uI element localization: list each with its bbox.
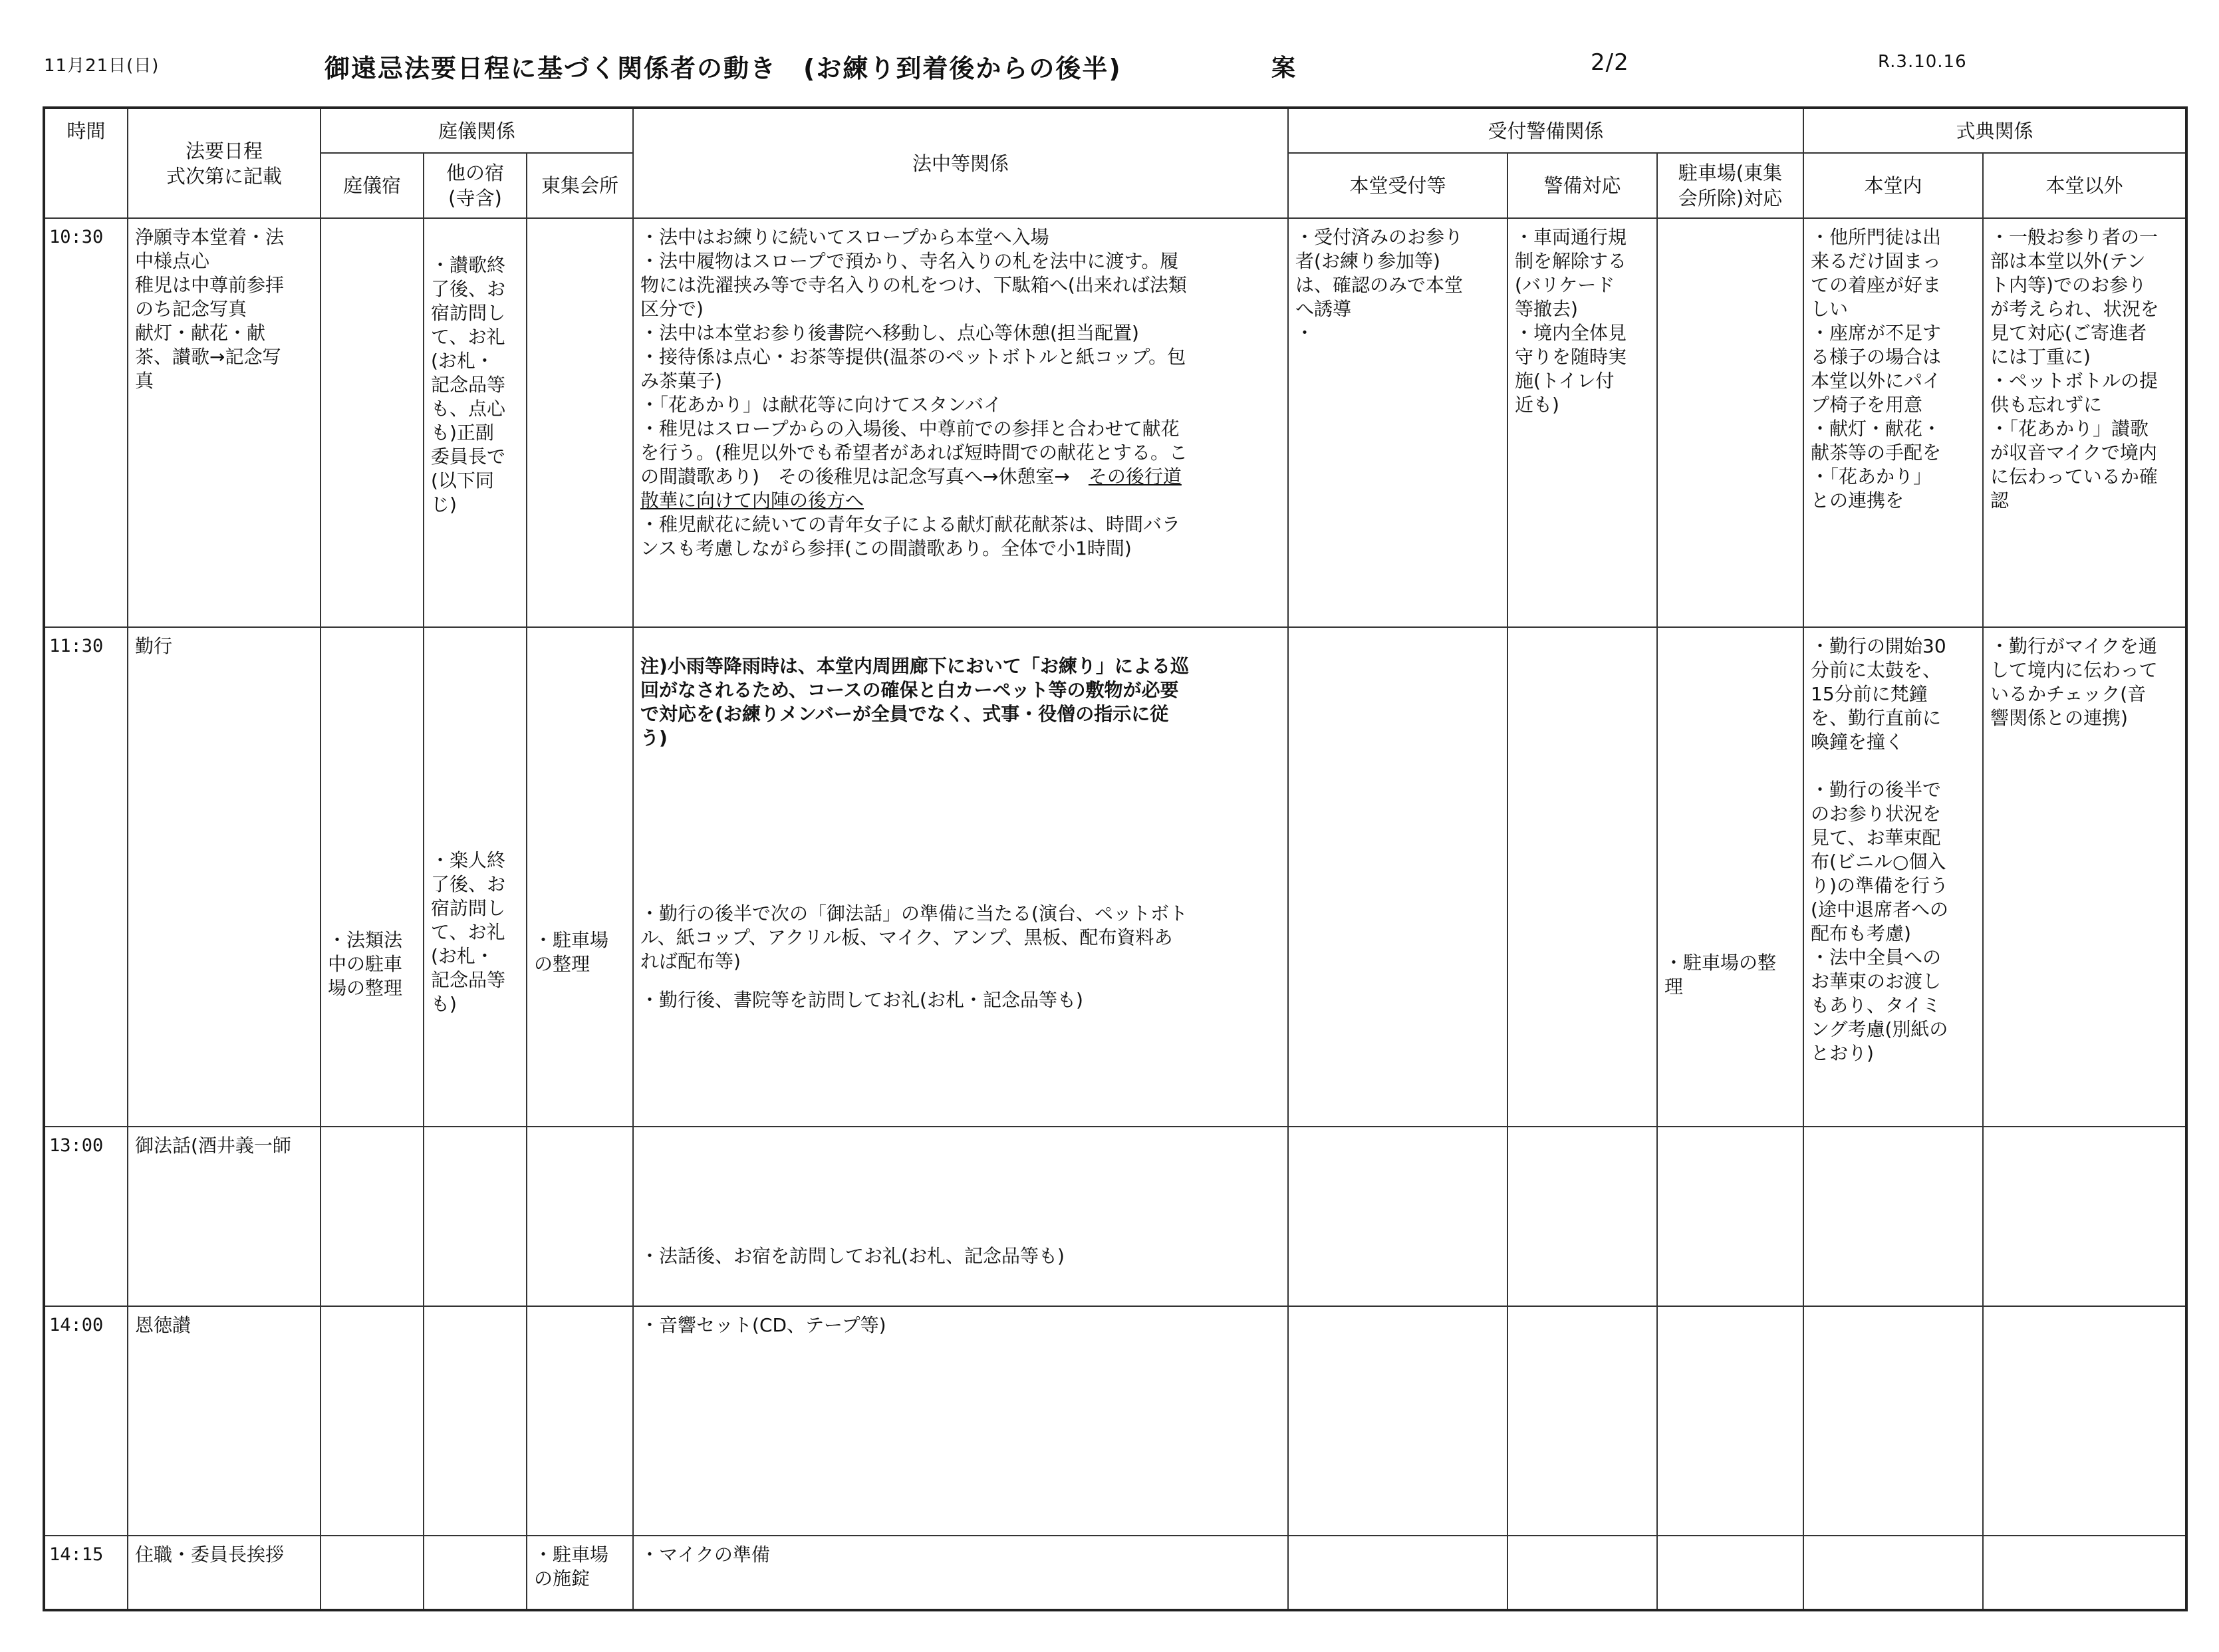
east-hall-line: ・駐車場 (534, 929, 609, 952)
east-hall-line: ・駐車場 (534, 1543, 609, 1566)
hondo-outside-line: いるかチェック(音 (1990, 683, 2147, 706)
schedule-line: 真 (135, 370, 154, 392)
col-header-other-yado-line2: (寺含) (448, 187, 502, 210)
schedule-line: のち記念写真 (135, 298, 247, 321)
hondo-outside-line: ・ペットボトルの提 (1990, 370, 2158, 392)
security-line: ・車両通行規 (1515, 226, 1627, 249)
hondo-inside-line: もあり、タイミ (1811, 994, 1941, 1017)
hondo-inside-line: ・勤行の開始30 (1811, 635, 1946, 658)
col-header-other-yado (424, 153, 527, 218)
hocchu-line: ・稚児献花に続いての青年女子による献灯献花献茶は、時間バラ (640, 513, 1181, 536)
hocchu-text: の間讃歌あり) その後稚児は記念写真へ→休憩室→ (640, 466, 1089, 488)
group-header-teigi: 庭儀関係 (321, 108, 633, 153)
hondo-inside-line: ての着座が好ま (1811, 274, 1942, 297)
schedule-cell: 御法話(酒井義一師 (128, 1127, 321, 1306)
rain-note-line: 注)小雨等降雨時は、本堂内周囲廊下において「お練り」による巡 (640, 655, 1189, 678)
hondo-reception-cell (1288, 1127, 1507, 1306)
security-line: 制を解除する (1515, 250, 1627, 273)
hocchu-line: ・稚児はスロープからの入場後、中尊前での参拝と合わせて献花 (640, 418, 1180, 440)
hocchu-line: ル、紙コップ、アクリル板、マイク、アンプ、黒板、配布資料あ (640, 926, 1173, 949)
hondo-inside-line: 布(ビニル○個入 (1811, 851, 1946, 873)
parking-cell (1657, 218, 1803, 627)
reception-line: ・受付済みのお参り (1295, 226, 1464, 249)
security-line: 近も) (1515, 394, 1559, 416)
hocchu-line: ・法中はお練りに続いてスロープから本堂へ入場 (640, 226, 1049, 249)
rain-note-line: で対応を(お練りメンバーが全員でなく、式事・役僧の指示に従 (640, 703, 1169, 726)
page-number: 2/2 (1591, 49, 1629, 76)
hondo-inside-line: ・他所門徒は出 (1811, 226, 1942, 249)
schedule-line: 茶、讃歌→記念写 (135, 346, 281, 368)
parking-cell (1657, 627, 1803, 1126)
hocchu-cell (633, 1127, 1288, 1306)
other-yado-line: (お札・ (431, 350, 494, 372)
schedule-cell: 恩徳讃 (128, 1306, 321, 1536)
hondo-outside-line: ・一般お参り者の一 (1990, 226, 2158, 249)
time-cell: 10:30 (44, 218, 128, 627)
other-yado-line: ・讃歌終 (431, 254, 506, 277)
hondo-outside-cell (1983, 1536, 2186, 1610)
hocchu-line: ・勤行の後半で次の「御法話」の準備に当たる(演台、ペットボト (640, 902, 1188, 925)
hondo-outside-line: が収音マイクで境内 (1990, 442, 2157, 464)
hondo-outside-line: ・「花あかり」讃歌 (1990, 418, 2149, 440)
hocchu-underlined-text: その後行道 (1088, 466, 1182, 488)
parking-cell (1657, 1127, 1803, 1306)
hondo-outside-line: 部は本堂以外(テン (1990, 250, 2146, 273)
hondo-inside-line: 15分前に梵鐘 (1811, 683, 1928, 706)
hocchu-line: れば配布等) (640, 950, 741, 973)
reception-line: ・ (1295, 322, 1315, 344)
hondo-inside-line: お華束のお渡し (1811, 970, 1942, 993)
hondo-outside-line: が考えられ、状況を (1990, 298, 2159, 321)
teigi-yado-cell (321, 218, 424, 627)
hondo-outside-cell (1983, 1127, 2186, 1306)
schedule-cell: 住職・委員長挨拶 (128, 1536, 321, 1610)
parking-line: 理 (1664, 976, 1684, 998)
revision-date: R.3.10.16 (1878, 52, 1967, 72)
hocchu-line: ンスも考慮しながら参拝(この間讃歌あり。全体で小1時間) (640, 537, 1132, 560)
other-yado-line: も)正副 (431, 422, 494, 444)
schedule-line: 稚児は中尊前参拝 (135, 274, 285, 297)
hondo-inside-spacer (1811, 754, 1976, 778)
schedule-table (43, 106, 2188, 1611)
rain-note (640, 654, 1281, 750)
hondo-inside-line: ・勤行の後半で (1811, 779, 1942, 801)
teigi-yado-line: 場の整理 (328, 977, 403, 1000)
hondo-outside-line: には丁重に) (1990, 346, 2091, 368)
security-line: (バリケード (1515, 274, 1615, 297)
schedule-line: 献灯・献花・献 (135, 322, 266, 344)
table-row-1415 (44, 1536, 2186, 1610)
other-yado-line: 宿訪問し (431, 302, 506, 325)
hondo-inside-line: 配布も考慮) (1811, 922, 1911, 945)
page-title: 御遠忌法要日程に基づく関係者の動き (お練り到着後からの後半) (325, 54, 1122, 83)
security-cell (1507, 218, 1657, 627)
security-cell (1507, 1306, 1657, 1536)
table-row-1300 (44, 1127, 2186, 1306)
hondo-inside-line: り)の準備を行う (1811, 875, 1948, 897)
hondo-inside-line: との連携を (1811, 489, 1904, 512)
col-header-teigi-yado: 庭儀宿 (321, 153, 424, 218)
rain-note-line: う) (640, 727, 668, 750)
hondo-inside-line: ・献灯・献花・ (1811, 418, 1942, 440)
teigi-yado-cell (321, 1127, 424, 1306)
other-yado-line: 了後、お (431, 278, 506, 301)
hocchu-line: ・法話後、お宿を訪問してお礼(お札、記念品等も) (640, 1244, 1065, 1267)
security-cell (1507, 1536, 1657, 1610)
group-header-reception: 受付警備関係 (1288, 108, 1803, 153)
hondo-inside-line: (途中退席者への (1811, 898, 1948, 921)
other-yado-line: じ) (431, 493, 457, 516)
hocchu-line: を行う。(稚児以外でも希望者があれば短時間での献花とする。こ (640, 442, 1188, 464)
east-hall-line: の施錠 (534, 1567, 590, 1589)
hondo-outside-cell (1983, 627, 2186, 1126)
security-line: 等撤去) (1515, 298, 1578, 321)
col-header-security: 警備対応 (1507, 153, 1657, 218)
other-yado-line: て、お礼 (431, 921, 505, 944)
schedule-line: 浄願寺本堂着・法 (135, 226, 285, 249)
time-cell: 14:15 (44, 1536, 128, 1610)
hondo-outside-line: ト内等)でのお参り (1990, 274, 2147, 297)
hocchu-underlined-line: 散華に向けて内陣の後方へ (640, 489, 864, 512)
other-yado-cell (424, 1127, 527, 1306)
other-yado-line: (以下同 (431, 470, 494, 492)
schedule-line: 中様点心 (135, 250, 210, 273)
col-header-other-yado-line1: 他の宿 (446, 162, 504, 185)
hocchu-line: ・「花あかり」は献花等に向けてスタンバイ (640, 394, 1003, 416)
time-cell: 11:30 (44, 627, 128, 1126)
reception-line: は、確認のみで本堂 (1295, 274, 1464, 297)
hondo-inside-line: ・法中全員への (1811, 946, 1942, 969)
hocchu-line (640, 465, 1281, 489)
hondo-inside-line: を、勤行直前に (1811, 707, 1942, 730)
hondo-inside-cell (1803, 1306, 1983, 1536)
time-cell: 13:00 (44, 1127, 128, 1306)
teigi-yado-cell (321, 1306, 424, 1536)
hocchu-line: ・法中履物はスロープで預かり、寺名入りの札を法中に渡す。履 (640, 250, 1179, 273)
hondo-reception-cell (1288, 218, 1507, 627)
col-header-hondo-inside: 本堂内 (1803, 153, 1983, 218)
hondo-inside-cell (1803, 1536, 1983, 1610)
parking-cell (1657, 1536, 1803, 1610)
hondo-outside-line: 供も忘れずに (1990, 394, 2103, 416)
security-line: 守りを随時実 (1515, 346, 1627, 368)
col-header-east-hall: 東集会所 (527, 153, 633, 218)
hondo-reception-cell (1288, 627, 1507, 1126)
hondo-inside-cell (1803, 627, 1983, 1126)
hondo-outside-cell (1983, 1306, 2186, 1536)
east-hall-cell (527, 1306, 633, 1536)
hocchu-line: ・勤行後、書院等を訪問してお礼(お札・記念品等も) (640, 989, 1083, 1012)
hocchu-cell: ・音響セット(CD、テープ等) (633, 1306, 1288, 1536)
reception-line: 者(お練り参加等) (1295, 250, 1440, 273)
teigi-yado-line: ・法類法 (328, 929, 403, 952)
other-yado-cell (424, 1536, 527, 1610)
hocchu-line: ・接待係は点心・お茶等提供(温茶のペットボトルと紙コップ。包 (640, 346, 1186, 368)
hondo-outside-line: して境内に伝わって (1990, 659, 2158, 682)
table-row-1130 (44, 627, 2186, 1126)
hondo-reception-cell (1288, 1306, 1507, 1536)
other-yado-line: て、お礼 (431, 326, 505, 348)
teigi-yado-line: 中の駐車 (328, 953, 403, 976)
col-header-hondo-outside: 本堂以外 (1983, 153, 2186, 218)
parking-line: ・駐車場の整 (1664, 952, 1777, 974)
teigi-yado-cell (321, 1536, 424, 1610)
east-hall-cell (527, 627, 633, 1126)
teigi-yado-cell (321, 627, 424, 1126)
east-hall-cell (527, 1127, 633, 1306)
col-header-parking (1657, 153, 1803, 218)
security-line: ・境内全体見 (1515, 322, 1627, 344)
hondo-inside-line: ング考慮(別紙の (1811, 1018, 1948, 1041)
hondo-inside-line: 本堂以外にパイ (1811, 370, 1942, 392)
col-header-hocchu: 法中等関係 (633, 108, 1288, 218)
hocchu-cell (633, 627, 1288, 1126)
col-header-parking-line1: 駐車場(東集 (1678, 162, 1783, 185)
col-header-schedule-line1: 法要日程 (185, 139, 263, 162)
hondo-inside-cell (1803, 218, 1983, 627)
hondo-outside-line: ・勤行がマイクを通 (1990, 635, 2157, 658)
security-line: 施(トイレ付 (1515, 370, 1615, 392)
rain-note-line: 回がなされるため、コースの確保と白カーペット等の敷物が必要 (640, 679, 1179, 702)
hocchu-cell: ・マイクの準備 (633, 1536, 1288, 1610)
other-yado-line: も) (431, 993, 457, 1016)
time-cell: 14:00 (44, 1306, 128, 1536)
col-header-hondo-reception: 本堂受付等 (1288, 153, 1507, 218)
draft-mark: 案 (1271, 55, 1297, 82)
east-hall-line: の整理 (534, 953, 590, 976)
schedule-cell (128, 218, 321, 627)
hondo-outside-line: 響関係との連携) (1990, 707, 2128, 730)
other-yado-line: も、点心 (431, 398, 506, 420)
other-yado-cell (424, 1306, 527, 1536)
reception-line: へ誘導 (1295, 298, 1352, 321)
hondo-outside-line: に伝わっているか確 (1990, 466, 2158, 488)
hondo-outside-line: 見て対応(ご寄進者 (1990, 322, 2147, 344)
other-yado-line: 記念品等 (431, 374, 506, 396)
other-yado-line: ・楽人終 (431, 849, 506, 872)
other-yado-line: 宿訪問し (431, 897, 506, 920)
hocchu-cell (633, 218, 1288, 627)
group-header-ceremony: 式典関係 (1803, 108, 2186, 153)
hocchu-line: 区分で) (640, 298, 704, 321)
header-date: 11月21日(日) (44, 56, 160, 76)
hondo-inside-line: 分前に太鼓を、 (1811, 659, 1942, 682)
hondo-outside-line: 認 (1990, 489, 2010, 512)
other-yado-cell (424, 218, 527, 627)
other-yado-cell (424, 627, 527, 1126)
hondo-inside-line: 献茶等の手配を (1811, 442, 1942, 464)
col-header-schedule (128, 108, 321, 218)
schedule-cell: 勤行 (128, 627, 321, 1126)
table-row-1400 (44, 1306, 2186, 1536)
hondo-inside-line: ・座席が不足す (1811, 322, 1942, 344)
col-header-time: 時間 (44, 108, 128, 218)
hondo-inside-line: ・「花あかり」 (1811, 466, 1932, 488)
other-yado-line: 了後、お (431, 873, 506, 896)
security-cell (1507, 1127, 1657, 1306)
hondo-outside-cell (1983, 218, 2186, 627)
hondo-inside-line: 来るだけ固まっ (1811, 250, 1942, 273)
hondo-inside-line: しい (1811, 298, 1849, 321)
header-row-1 (44, 108, 2186, 153)
hocchu-line: 物には洗濯挟み等で寺名入りの札をつけ、下駄箱へ(出来れば法類 (640, 274, 1187, 297)
other-yado-line: (お札・ (431, 945, 494, 968)
hocchu-line: ・法中は本堂お参り後書院へ移動し、点心等休憩(担当配置) (640, 322, 1139, 344)
other-yado-line: 記念品等 (431, 969, 506, 992)
security-cell (1507, 627, 1657, 1126)
hondo-inside-line: 喚鐘を撞く (1811, 731, 1904, 754)
hondo-inside-cell (1803, 1127, 1983, 1306)
hondo-inside-line: プ椅子を用意 (1811, 394, 1923, 416)
hondo-reception-cell (1288, 1536, 1507, 1610)
east-hall-cell (527, 218, 633, 627)
hondo-inside-line: る様子の場合は (1811, 346, 1942, 368)
hondo-inside-line: 見て、お華束配 (1811, 827, 1941, 849)
table-row-1030 (44, 218, 2186, 627)
hondo-inside-line: とおり) (1811, 1042, 1874, 1065)
col-header-schedule-line2: 式次第に記載 (166, 164, 282, 188)
east-hall-cell (527, 1536, 633, 1610)
hocchu-line: み茶菓子) (640, 370, 722, 392)
parking-cell (1657, 1306, 1803, 1536)
col-header-parking-line2: 会所除)対応 (1678, 187, 1783, 210)
other-yado-line: 委員長で (431, 446, 506, 468)
hondo-inside-line: のお参り状況を (1811, 803, 1942, 825)
